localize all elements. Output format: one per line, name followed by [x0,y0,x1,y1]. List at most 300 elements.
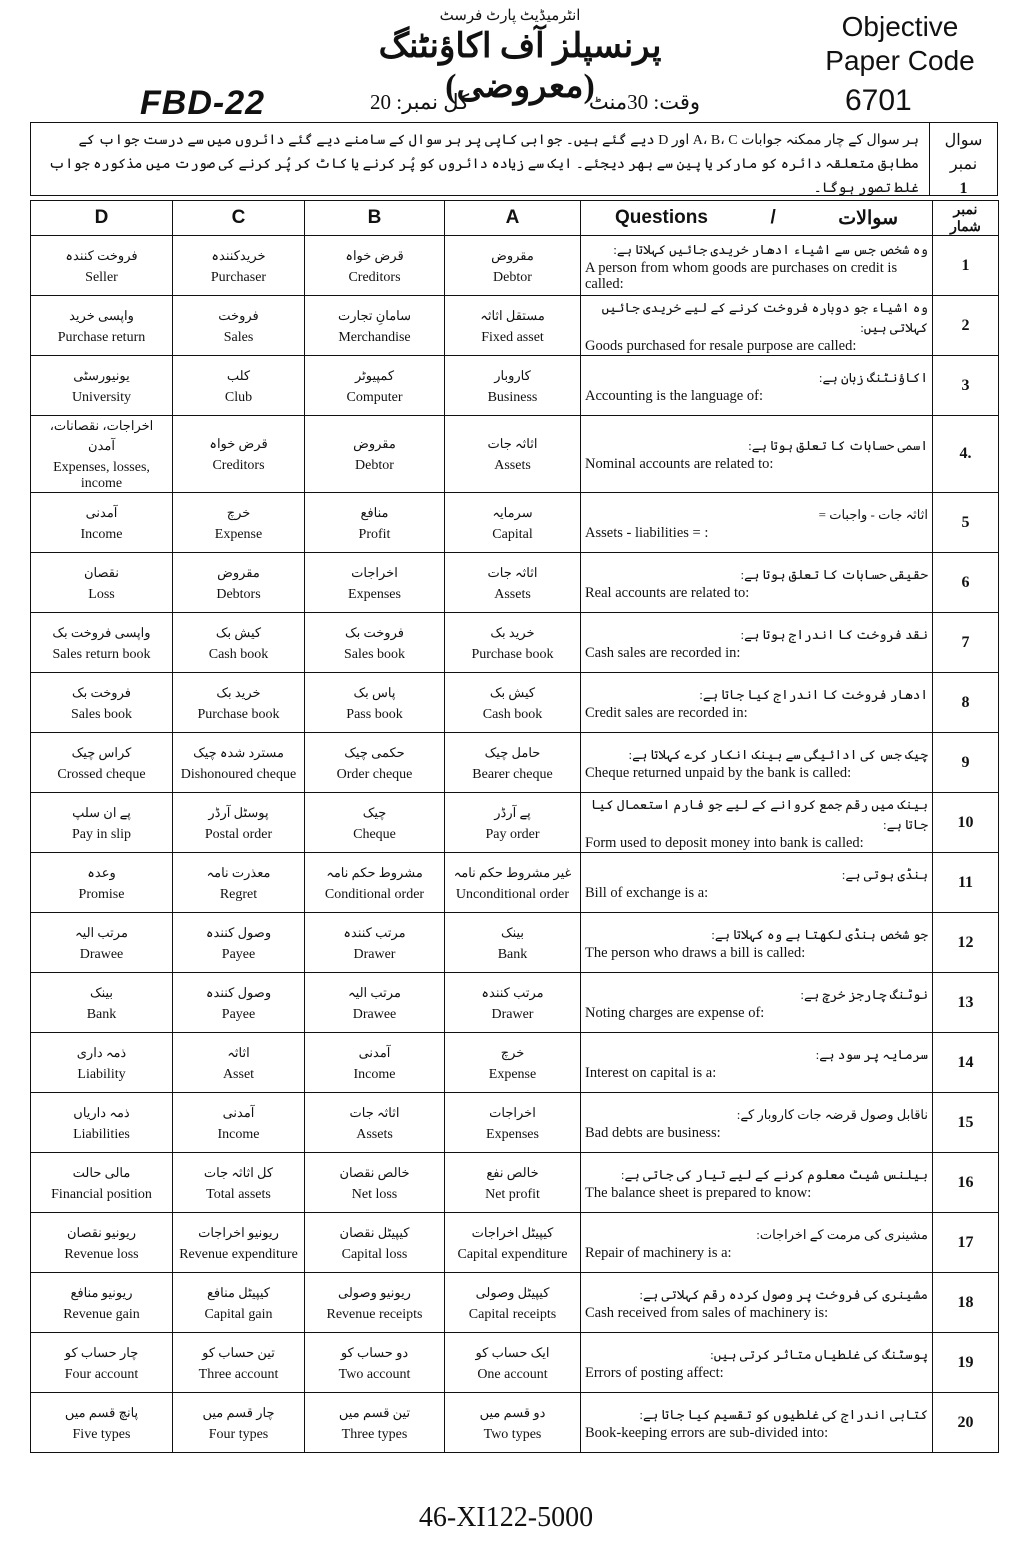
option-a-urdu: کیش بک [489,684,536,700]
option-c-urdu: پوسٹل آرڈر [208,804,269,820]
option-b-urdu: مرتب الیہ [348,984,401,1000]
option-a-cell [445,1153,581,1213]
option-b-english: Profit [358,526,391,542]
option-d-cell [31,416,173,493]
option-d-urdu: کراس چیک [71,744,132,760]
option-a-english: Cash book [482,706,543,722]
option-b-urdu: کمپیوٹر [354,367,395,383]
paper-type-block [800,10,1000,78]
option-c-cell [173,493,305,553]
question-urdu: بیلنس شیٹ معلوم کرنے کے لیے تیار کی جاتی ہے: [620,1166,928,1182]
question-number-cell: 4. [933,416,999,493]
option-a-cell [445,356,581,416]
option-c-english: Sales [223,329,254,345]
option-c-english: Creditors [212,458,265,473]
table-row [31,416,999,493]
option-d-english: Sales return book [52,646,151,662]
option-d-english: Four account [64,1366,139,1382]
table-row [31,673,999,733]
question-english: Assets - liabilities = : [585,524,709,541]
question-english: Book-keeping errors are sub-divided into: [585,1424,829,1441]
option-b-english: Pass book [346,706,403,722]
option-c-cell [173,853,305,913]
option-c-urdu: وصول کنندہ [205,924,272,940]
option-a-english: Capital receipts [468,1306,557,1322]
option-c-cell [173,973,305,1033]
option-b-cell [305,853,445,913]
option-d-urdu: ذمہ داریاں [73,1104,130,1120]
option-d-urdu: چار حساب کو [64,1344,139,1360]
option-c-english: Asset [222,1066,255,1082]
question-urdu: مشینری کی فروخت پر وصول کردہ رقم کہلاتی ہے: [639,1286,928,1302]
option-c-cell [173,1033,305,1093]
paper-meta [370,90,700,115]
table-row [31,1033,999,1093]
option-b-urdu: پاس بک [353,684,396,700]
time-allowed: وقت: 30منٹ [588,90,700,114]
option-d-english: Crossed cheque [57,766,146,782]
option-b-urdu: منافع [360,504,389,520]
paper-type: Objective [841,11,959,42]
option-b-cell [305,236,445,296]
option-c-urdu: تین حساب کو [202,1344,275,1360]
table-row [31,913,999,973]
question-cell [581,1333,933,1393]
option-c-cell [173,913,305,973]
option-b-cell [305,1033,445,1093]
paper-code-label: Paper Code [825,45,975,76]
question-cell [581,553,933,613]
question-urdu: اکاؤنٹنگ زبان ہے: [818,369,928,385]
option-a-urdu: سرمایہ [492,504,533,520]
instructions-text: ہر سوال کے چار ممکنہ جوابات A، B، C اور D دیے گئے ہیں۔ جوابی کاپی پر ہر سوال کے سامنے دیے گئے دائروں میں سے درست جواب کے مطابق متعلقہ دائرہ کو مارکر یا پین سے بھر دیجئے۔ ایک سے زیادہ دائروں کو پُر کرنے یا کاٹ کر پُر کرنے کی صورت میں مذکورہ جواب غلط تصور ہوگا۔ [48,133,919,196]
option-c-cell [173,1273,305,1333]
option-a-english: One account [477,1366,548,1382]
question-number-cell: 7 [933,613,999,673]
question-cell [581,613,933,673]
option-b-cell [305,733,445,793]
question-english: Cheque returned unpaid by the bank is called: [585,764,852,781]
question-urdu: پوسٹنگ کی غلطیاں متاثر کرتی ہیں: [710,1346,928,1362]
question-english: Repair of machinery is a: [585,1244,732,1261]
option-c-english: Postal order [204,826,273,842]
question-urdu: ناقابل وصول قرضہ جات کاروبار کے: [736,1106,928,1122]
option-b-english: Capital loss [341,1246,408,1262]
option-c-urdu: معذرت نامہ [206,864,271,880]
instructions-question-label [929,123,997,195]
option-d-english: Drawee [79,946,124,962]
option-d-cell [31,1093,173,1153]
option-c-urdu: کلب [226,367,251,383]
option-b-urdu: قرض خواہ [345,247,404,263]
table-row [31,1093,999,1153]
question-english: Interest on capital is a: [585,1064,717,1081]
option-a-cell [445,1393,581,1453]
option-b-english: Two account [338,1366,411,1382]
question-number-cell: 2 [933,296,999,356]
option-a-cell [445,296,581,356]
paper-title-urdu: پرنسپلز آف اکاؤنٹنگ (معروضی) [378,28,662,105]
question-number-cell: 6 [933,553,999,613]
option-b-cell [305,1153,445,1213]
question-english: Nominal accounts are related to: [585,456,774,472]
option-a-cell [445,733,581,793]
option-c-urdu: آمدنی [222,1104,255,1120]
option-c-cell [173,416,305,493]
header-questions-ur: سوالات [838,207,898,229]
option-c-english: Regret [219,886,258,902]
option-a-english: Assets [494,586,531,602]
option-b-english: Merchandise [338,329,411,345]
option-a-english: Two types [483,1426,542,1442]
question-cell [581,1093,933,1153]
option-a-urdu: مقروض [491,247,534,263]
question-english: Errors of posting affect: [585,1364,724,1381]
option-d-cell [31,1033,173,1093]
question-number-cell: 9 [933,733,999,793]
option-a-cell [445,493,581,553]
option-c-urdu: اثاثہ [227,1044,250,1060]
question-urdu: مشینری کی مرمت کے اخراجات: [756,1226,928,1242]
paper-code: 6701 [845,84,912,117]
option-d-cell [31,296,173,356]
option-d-english: Income [80,526,123,542]
option-c-urdu: فروخت [218,307,259,323]
option-c-english: Three account [198,1366,279,1382]
option-d-english: Pay in slip [71,826,132,842]
question-urdu: اسمی حسابات کا تعلق ہوتا ہے: [748,438,928,453]
paper-level-urdu: انٹرمیڈیٹ پارٹ فرسٹ [439,8,581,24]
table-row [31,493,999,553]
option-a-cell [445,1213,581,1273]
option-c-urdu: چار قسم میں [202,1404,275,1420]
option-b-urdu: ریونیو وصولی [338,1284,411,1300]
option-d-english: Revenue loss [64,1246,139,1262]
option-b-english: Computer [346,389,403,405]
table-row [31,1273,999,1333]
question-english: The person who draws a bill is called: [585,944,806,961]
question-number-cell: 18 [933,1273,999,1333]
question-english: Goods purchased for resale purpose are called: [585,337,857,354]
option-d-urdu: ریونیو نقصان [66,1224,137,1240]
option-c-english: Payee [221,1006,256,1022]
question-english: Noting charges are expense of: [585,1004,765,1021]
option-d-cell [31,236,173,296]
option-a-english: Net profit [485,1186,540,1202]
option-b-urdu: اثاثہ جات [349,1104,400,1120]
option-b-urdu: مشروط حکم نامہ [326,864,423,880]
option-d-english: Liabilities [73,1126,130,1142]
table-row [31,356,999,416]
table-row [31,296,999,356]
option-d-cell [31,1153,173,1213]
questions-table [30,200,999,1453]
option-d-urdu: واپسی فروخت بک [52,624,151,640]
option-b-cell [305,1333,445,1393]
option-b-urdu: مرتب کنندہ [343,924,406,940]
option-a-urdu: اخراجات [489,1104,536,1120]
option-b-urdu: خالص نقصان [339,1164,410,1180]
question-number-cell: 12 [933,913,999,973]
option-a-cell [445,1333,581,1393]
option-a-urdu: خرچ [500,1044,525,1060]
option-b-cell [305,913,445,973]
option-c-english: Expense [214,526,263,542]
option-a-english: Unconditional order [455,886,570,902]
table-row [31,613,999,673]
question-cell [581,973,933,1033]
option-b-cell [305,1213,445,1273]
option-d-english: University [71,389,132,405]
option-b-urdu: چیک [362,804,387,820]
header-option-a: A [445,201,581,236]
option-c-urdu: ریونیو اخراجات [198,1224,279,1240]
option-a-cell [445,236,581,296]
question-number-cell: 10 [933,793,999,853]
question-urdu: بینک میں رقم جمع کروانے کے لیے جو فارم استعمال کیا جاتا ہے: [590,796,928,832]
table-row [31,236,999,296]
option-a-english: Fixed asset [481,329,544,345]
instructions-box [30,122,998,196]
option-d-urdu: واپسی خرید [69,307,134,323]
question-cell [581,1033,933,1093]
option-a-urdu: کاروبار [494,367,531,383]
question-number-cell: 3 [933,356,999,416]
option-c-cell [173,553,305,613]
option-b-urdu: تین قسم میں [338,1404,411,1420]
question-cell [581,1153,933,1213]
option-d-cell [31,793,173,853]
question-urdu: وہ اشیاء جو دوبارہ فروخت کرنے کے لیے خریدی جائیں کہلاتی ہیں: [601,299,928,335]
question-cell [581,356,933,416]
option-b-cell [305,356,445,416]
option-d-cell [31,913,173,973]
question-cell [581,673,933,733]
question-number-label: سوال نمبر [944,132,983,173]
question-english: Cash sales are recorded in: [585,644,741,661]
option-a-urdu: خرید بک [490,624,535,640]
option-d-urdu: وعدہ [87,864,116,880]
question-cell [581,236,933,296]
option-a-cell [445,913,581,973]
option-d-cell [31,1393,173,1453]
option-c-english: Purchase book [197,706,280,722]
option-d-english: Financial position [51,1186,152,1202]
option-c-urdu: مقروض [217,564,260,580]
option-c-english: Dishonoured cheque [180,766,297,782]
option-b-english: Cheque [353,826,396,842]
option-c-urdu: کیپیٹل منافع [207,1284,270,1300]
option-a-cell [445,553,581,613]
option-d-urdu: یونیورسٹی [73,367,130,383]
option-d-urdu: نقصان [84,564,119,580]
question-cell [581,913,933,973]
option-a-english: Bank [497,946,528,962]
question-number-cell: 5 [933,493,999,553]
option-a-urdu: اثاثہ جات [487,564,538,580]
question-number-cell: 11 [933,853,999,913]
option-d-urdu: آمدنی [85,504,118,520]
option-a-urdu: اثاثہ جات [487,436,538,451]
option-b-cell [305,973,445,1033]
question-cell [581,1273,933,1333]
option-d-english: Liability [77,1066,126,1082]
table-row [31,1213,999,1273]
option-a-english: Capital expenditure [457,1246,568,1262]
option-b-english: Conditional order [324,886,425,902]
option-b-english: Debtor [355,458,394,473]
question-urdu: کتابی اندراج کی غلطیوں کو تقسیم کیا جاتا ہے: [639,1406,928,1422]
option-b-cell [305,793,445,853]
option-d-urdu: مرتب الیہ [75,924,128,940]
option-a-cell [445,793,581,853]
option-d-english: Sales book [70,706,133,722]
option-a-urdu: پے آرڈر [494,804,531,820]
question-number-cell: 13 [933,973,999,1033]
option-a-urdu: غیر مشروط حکم نامہ [453,864,572,880]
question-cell [581,1393,933,1453]
header-option-b: B [305,201,445,236]
option-b-cell [305,1393,445,1453]
option-b-urdu: فروخت بک [345,624,404,640]
option-b-english: Assets [356,1126,393,1142]
option-c-urdu: کیش بک [215,624,262,640]
question-number-cell: 19 [933,1333,999,1393]
option-d-urdu: بینک [89,984,114,1000]
question-cell [581,1213,933,1273]
option-c-english: Debtors [216,586,261,602]
option-c-cell [173,733,305,793]
option-d-urdu: پے ان سلپ [72,804,131,820]
option-a-cell [445,973,581,1033]
question-cell [581,793,933,853]
option-d-urdu: اخراجات، نقصانات، آمدن [49,418,154,453]
option-a-cell [445,853,581,913]
option-b-english: Revenue receipts [326,1306,423,1322]
option-b-urdu: آمدنی [358,1044,391,1060]
question-urdu: ہنڈی ہوتی ہے: [841,866,928,882]
question-english: Form used to deposit money into bank is called: [585,834,864,851]
question-english: A person from whom goods are purchases on credit is called: [585,259,898,292]
option-d-cell [31,1273,173,1333]
option-b-english: Income [353,1066,396,1082]
question-cell [581,296,933,356]
header-option-d: D [31,201,173,236]
option-c-cell [173,236,305,296]
option-a-english: Capital [492,526,533,542]
option-a-urdu: مستقل اثاثہ [480,307,545,323]
question-number-cell: 17 [933,1213,999,1273]
option-d-cell [31,733,173,793]
option-b-cell [305,416,445,493]
table-row [31,553,999,613]
table-row [31,973,999,1033]
option-a-urdu: کیپیٹل وصولی [475,1284,550,1300]
option-a-english: Purchase book [471,646,554,662]
question-number-cell: 16 [933,1153,999,1213]
header-questions [581,201,933,236]
option-b-english: Drawer [353,946,396,962]
option-a-urdu: دو قسم میں [479,1404,546,1420]
option-c-english: Income [217,1126,260,1142]
option-b-cell [305,553,445,613]
option-c-urdu: خرید بک [216,684,261,700]
option-d-urdu: فروخت کنندہ [65,247,138,263]
option-a-urdu: کیپیٹل اخراجات [471,1224,554,1240]
option-b-cell [305,1273,445,1333]
option-a-english: Drawer [491,1006,534,1022]
question-urdu: چیک جس کی ادائیگی سے بینک انکار کرے کہلاتا ہے: [628,746,928,762]
question-number-cell: 15 [933,1093,999,1153]
table-row [31,1153,999,1213]
option-a-cell [445,416,581,493]
option-d-urdu: ذمہ داری [76,1044,127,1060]
option-a-urdu: بینک [500,924,525,940]
option-b-cell [305,493,445,553]
option-a-english: Bearer cheque [472,766,553,782]
option-a-english: Pay order [485,826,540,842]
option-c-urdu: خریدکنندہ [211,247,266,263]
option-d-english: Loss [88,586,115,602]
question-cell [581,733,933,793]
option-d-english: Expenses, losses, income [53,460,150,491]
option-a-english: Expense [488,1066,537,1082]
option-a-urdu: ایک حساب کو [475,1344,550,1360]
option-d-urdu: پانچ قسم میں [64,1404,139,1420]
option-c-cell [173,1093,305,1153]
option-c-english: Total assets [206,1186,271,1202]
option-c-cell [173,296,305,356]
option-b-urdu: کیپیٹل نقصان [339,1224,410,1240]
total-marks: کل نمبر: 20 [370,90,470,114]
question-urdu: سرمایہ پر سود ہے: [815,1046,928,1062]
option-c-english: Payee [221,946,256,962]
option-d-english: Promise [78,886,125,902]
option-b-cell [305,673,445,733]
option-b-cell [305,1093,445,1153]
option-b-english: Drawee [352,1006,397,1022]
question-number-cell: 20 [933,1393,999,1453]
option-c-cell [173,1333,305,1393]
option-b-urdu: حکمی چیک [344,744,405,760]
question-english: Real accounts are related to: [585,584,750,601]
option-d-english: Purchase return [57,329,146,345]
option-c-cell [173,1153,305,1213]
question-urdu: اثاثہ جات - واجبات = [818,506,928,522]
option-b-english: Creditors [348,269,401,285]
table-row [31,853,999,913]
option-c-english: Capital gain [204,1306,273,1322]
option-a-english: Expenses [486,1126,539,1142]
option-c-english: Club [224,389,253,405]
option-c-cell [173,356,305,416]
option-d-cell [31,553,173,613]
option-c-english: Cash book [208,646,269,662]
option-a-cell [445,1273,581,1333]
option-d-cell [31,1213,173,1273]
option-b-cell [305,296,445,356]
option-b-english: Expenses [348,586,401,602]
question-english: Bad debts are business: [585,1124,721,1141]
question-number-cell: 1 [933,236,999,296]
option-c-urdu: خرچ [226,504,251,520]
question-cell [581,493,933,553]
option-c-english: Revenue expenditure [179,1246,298,1262]
question-urdu: وہ شخص جس سے اشیاء ادھار خریدی جائیں کہلاتا ہے: [613,241,928,257]
option-a-cell [445,673,581,733]
header-option-c: C [173,201,305,236]
option-c-cell [173,793,305,853]
